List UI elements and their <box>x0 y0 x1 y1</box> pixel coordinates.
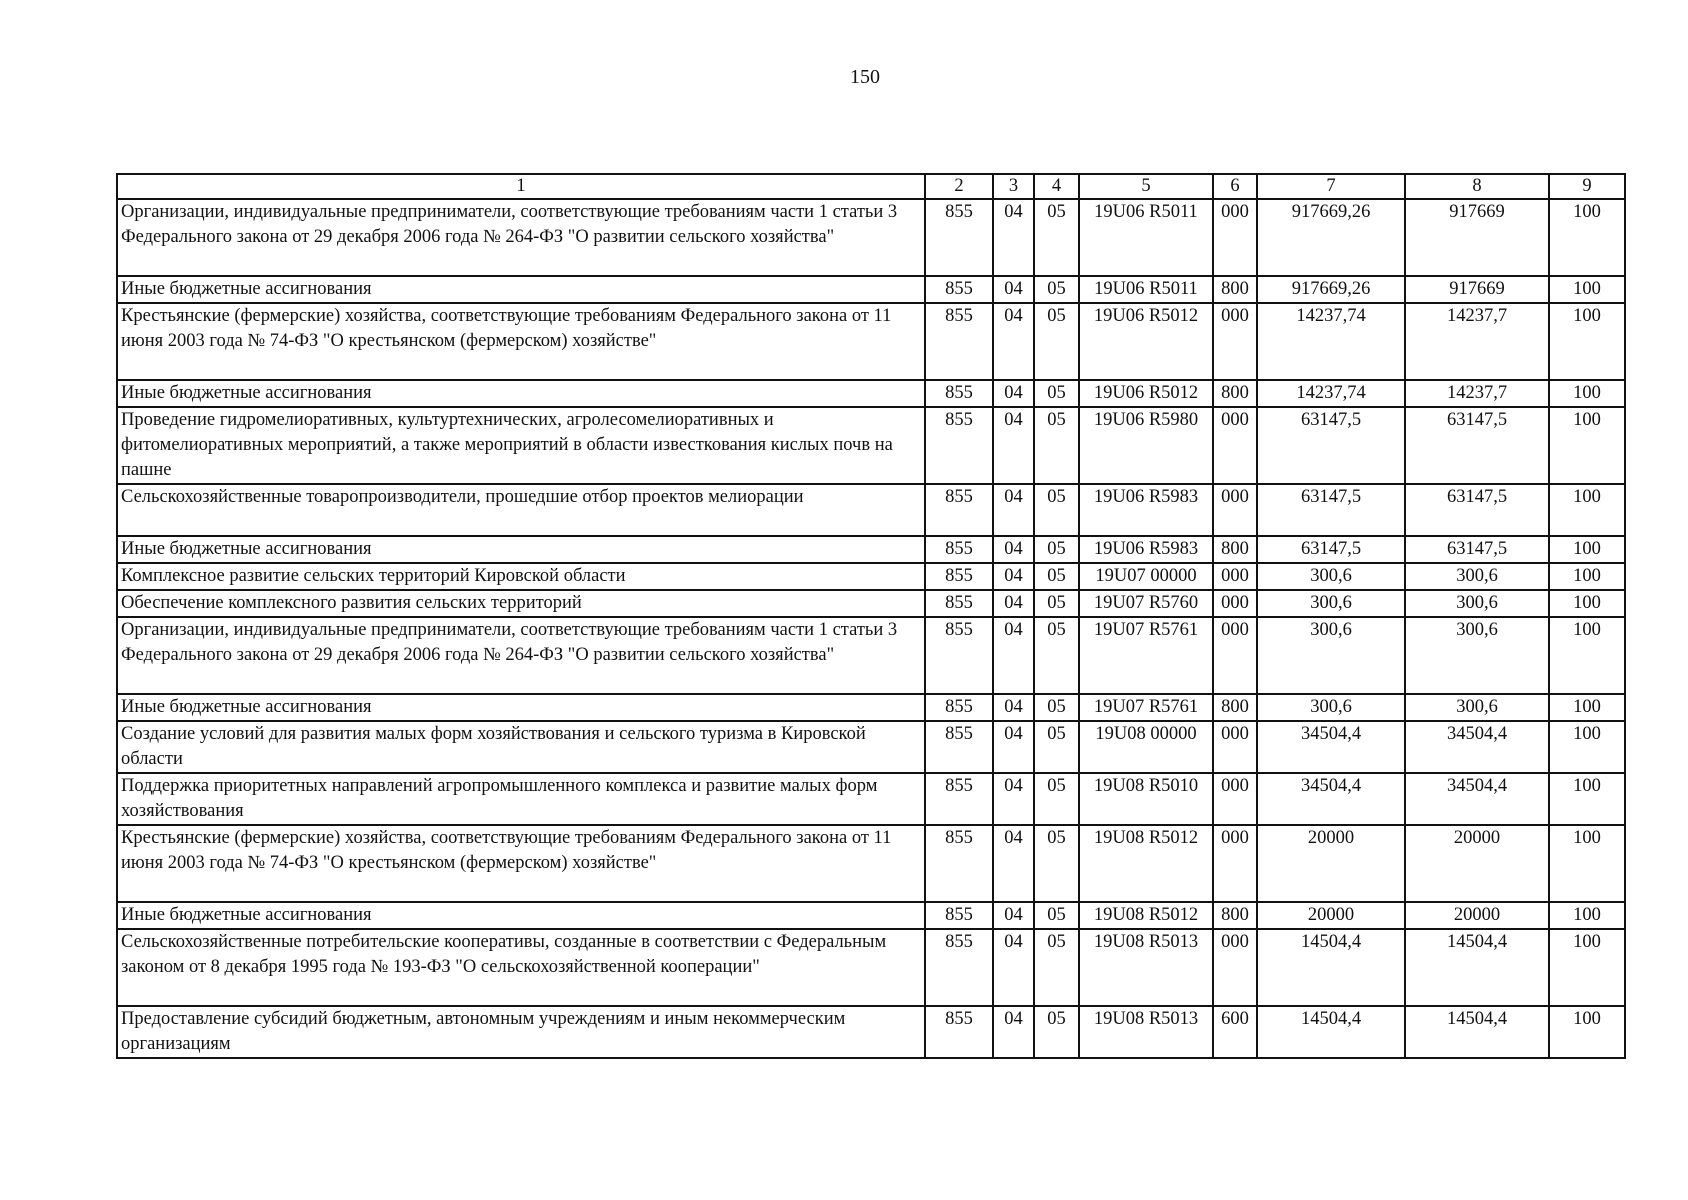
code-cell: 855 <box>925 929 993 1006</box>
planned-amount-cell: 34504,4 <box>1257 773 1405 825</box>
target-article-cell: 19U07 R5761 <box>1079 694 1213 721</box>
percent-cell: 100 <box>1549 484 1625 536</box>
target-article-cell: 19U06 R5012 <box>1079 303 1213 380</box>
subsection-cell: 05 <box>1034 617 1079 694</box>
percent-cell: 100 <box>1549 407 1625 484</box>
table-row <box>117 694 1625 721</box>
executed-amount-cell: 34504,4 <box>1405 721 1549 773</box>
column-header: 5 <box>1079 174 1213 199</box>
percent-cell: 100 <box>1549 902 1625 929</box>
percent-cell: 100 <box>1549 536 1625 563</box>
target-article-cell: 19U08 R5013 <box>1079 1006 1213 1058</box>
row-name-cell: Организации, индивидуальные предприниматели, соответствующие требованиям части 1 статьи 3 Федерального закона от 29 декабря 2006 года № 264-ФЗ "О развитии сельского хозяйства" <box>117 199 925 276</box>
expense-type-cell: 000 <box>1213 303 1257 380</box>
executed-amount-cell: 63147,5 <box>1405 484 1549 536</box>
section-cell: 04 <box>993 902 1034 929</box>
target-article-cell: 19U08 R5010 <box>1079 773 1213 825</box>
subsection-cell: 05 <box>1034 536 1079 563</box>
planned-amount-cell: 300,6 <box>1257 617 1405 694</box>
code-cell: 855 <box>925 590 993 617</box>
section-cell: 04 <box>993 536 1034 563</box>
planned-amount-cell: 63147,5 <box>1257 484 1405 536</box>
percent-cell: 100 <box>1549 929 1625 1006</box>
percent-cell: 100 <box>1549 276 1625 303</box>
target-article-cell: 19U08 R5012 <box>1079 825 1213 902</box>
column-header: 7 <box>1257 174 1405 199</box>
code-cell: 855 <box>925 825 993 902</box>
section-cell: 04 <box>993 825 1034 902</box>
percent-cell: 100 <box>1549 380 1625 407</box>
section-cell: 04 <box>993 199 1034 276</box>
expense-type-cell: 800 <box>1213 902 1257 929</box>
planned-amount-cell: 917669,26 <box>1257 276 1405 303</box>
expense-type-cell: 000 <box>1213 825 1257 902</box>
section-cell: 04 <box>993 617 1034 694</box>
target-article-cell: 19U06 R5983 <box>1079 484 1213 536</box>
target-article-cell: 19U06 R5980 <box>1079 407 1213 484</box>
planned-amount-cell: 63147,5 <box>1257 407 1405 484</box>
row-name-cell: Организации, индивидуальные предприниматели, соответствующие требованиям части 1 статьи 3 Федерального закона от 29 декабря 2006 года № 264-ФЗ "О развитии сельского хозяйства" <box>117 617 925 694</box>
row-name-cell: Крестьянские (фермерские) хозяйства, соответствующие требованиям Федерального закона от 11 июня 2003 года № 74-ФЗ "О крестьянском (фермерском) хозяйстве" <box>117 825 925 902</box>
section-cell: 04 <box>993 303 1034 380</box>
budget-table <box>116 173 1626 1059</box>
subsection-cell: 05 <box>1034 590 1079 617</box>
target-article-cell: 19U08 R5012 <box>1079 902 1213 929</box>
section-cell: 04 <box>993 380 1034 407</box>
table-header-row <box>117 174 1625 199</box>
subsection-cell: 05 <box>1034 276 1079 303</box>
expense-type-cell: 000 <box>1213 617 1257 694</box>
executed-amount-cell: 63147,5 <box>1405 536 1549 563</box>
subsection-cell: 05 <box>1034 563 1079 590</box>
planned-amount-cell: 300,6 <box>1257 590 1405 617</box>
executed-amount-cell: 300,6 <box>1405 617 1549 694</box>
executed-amount-cell: 300,6 <box>1405 563 1549 590</box>
percent-cell: 100 <box>1549 617 1625 694</box>
section-cell: 04 <box>993 276 1034 303</box>
subsection-cell: 05 <box>1034 929 1079 1006</box>
planned-amount-cell: 14237,74 <box>1257 380 1405 407</box>
section-cell: 04 <box>993 694 1034 721</box>
executed-amount-cell: 14504,4 <box>1405 1006 1549 1058</box>
row-name-cell: Сельскохозяйственные потребительские кооперативы, созданные в соответствии с Федеральным законом от 8 декабря 1995 года № 193-ФЗ "О сельскохозяйственной кооперации" <box>117 929 925 1006</box>
planned-amount-cell: 63147,5 <box>1257 536 1405 563</box>
percent-cell: 100 <box>1549 694 1625 721</box>
expense-type-cell: 000 <box>1213 721 1257 773</box>
code-cell: 855 <box>925 380 993 407</box>
table-row <box>117 199 1625 276</box>
row-name-cell: Иные бюджетные ассигнования <box>117 902 925 929</box>
expense-type-cell: 000 <box>1213 484 1257 536</box>
planned-amount-cell: 300,6 <box>1257 694 1405 721</box>
table-row <box>117 590 1625 617</box>
code-cell: 855 <box>925 563 993 590</box>
executed-amount-cell: 20000 <box>1405 902 1549 929</box>
expense-type-cell: 000 <box>1213 407 1257 484</box>
subsection-cell: 05 <box>1034 407 1079 484</box>
code-cell: 855 <box>925 276 993 303</box>
row-name-cell: Иные бюджетные ассигнования <box>117 694 925 721</box>
page-number: 150 <box>850 66 880 88</box>
planned-amount-cell: 34504,4 <box>1257 721 1405 773</box>
column-header: 3 <box>993 174 1034 199</box>
planned-amount-cell: 14504,4 <box>1257 929 1405 1006</box>
column-header: 4 <box>1034 174 1079 199</box>
section-cell: 04 <box>993 773 1034 825</box>
percent-cell: 100 <box>1549 199 1625 276</box>
column-header: 2 <box>925 174 993 199</box>
expense-type-cell: 000 <box>1213 590 1257 617</box>
column-header: 1 <box>117 174 925 199</box>
expense-type-cell: 800 <box>1213 536 1257 563</box>
subsection-cell: 05 <box>1034 902 1079 929</box>
subsection-cell: 05 <box>1034 1006 1079 1058</box>
section-cell: 04 <box>993 407 1034 484</box>
percent-cell: 100 <box>1549 563 1625 590</box>
executed-amount-cell: 20000 <box>1405 825 1549 902</box>
executed-amount-cell: 14237,7 <box>1405 380 1549 407</box>
table-row <box>117 303 1625 380</box>
section-cell: 04 <box>993 484 1034 536</box>
code-cell: 855 <box>925 773 993 825</box>
expense-type-cell: 800 <box>1213 276 1257 303</box>
code-cell: 855 <box>925 484 993 536</box>
row-name-cell: Предоставление субсидий бюджетным, автономным учреждениям и иным некоммерческим организациям <box>117 1006 925 1058</box>
planned-amount-cell: 300,6 <box>1257 563 1405 590</box>
percent-cell: 100 <box>1549 721 1625 773</box>
code-cell: 855 <box>925 902 993 929</box>
column-header: 8 <box>1405 174 1549 199</box>
planned-amount-cell: 20000 <box>1257 825 1405 902</box>
row-name-cell: Обеспечение комплексного развития сельских территорий <box>117 590 925 617</box>
percent-cell: 100 <box>1549 1006 1625 1058</box>
section-cell: 04 <box>993 1006 1034 1058</box>
expense-type-cell: 000 <box>1213 199 1257 276</box>
planned-amount-cell: 14504,4 <box>1257 1006 1405 1058</box>
target-article-cell: 19U06 R5011 <box>1079 276 1213 303</box>
row-name-cell: Создание условий для развития малых форм хозяйствования и сельского туризма в Кировской области <box>117 721 925 773</box>
code-cell: 855 <box>925 407 993 484</box>
executed-amount-cell: 917669 <box>1405 276 1549 303</box>
code-cell: 855 <box>925 721 993 773</box>
column-header: 6 <box>1213 174 1257 199</box>
expense-type-cell: 600 <box>1213 1006 1257 1058</box>
target-article-cell: 19U06 R5012 <box>1079 380 1213 407</box>
percent-cell: 100 <box>1549 303 1625 380</box>
executed-amount-cell: 300,6 <box>1405 694 1549 721</box>
table-row <box>117 563 1625 590</box>
row-name-cell: Поддержка приоритетных направлений агропромышленного комплекса и развитие малых форм хозяйствования <box>117 773 925 825</box>
table-row <box>117 407 1625 484</box>
table-row <box>117 721 1625 773</box>
planned-amount-cell: 20000 <box>1257 902 1405 929</box>
table-row <box>117 380 1625 407</box>
section-cell: 04 <box>993 721 1034 773</box>
expense-type-cell: 000 <box>1213 563 1257 590</box>
expense-type-cell: 000 <box>1213 929 1257 1006</box>
table-row <box>117 929 1625 1006</box>
table-row <box>117 536 1625 563</box>
expense-type-cell: 800 <box>1213 380 1257 407</box>
executed-amount-cell: 63147,5 <box>1405 407 1549 484</box>
target-article-cell: 19U06 R5983 <box>1079 536 1213 563</box>
code-cell: 855 <box>925 1006 993 1058</box>
row-name-cell: Проведение гидромелиоративных, культуртехнических, агролесомелиоративных и фитомелиоративных мероприятий, а также мероприятий в области известкования кислых почв на пашне <box>117 407 925 484</box>
expense-type-cell: 000 <box>1213 773 1257 825</box>
subsection-cell: 05 <box>1034 484 1079 536</box>
row-name-cell: Иные бюджетные ассигнования <box>117 536 925 563</box>
target-article-cell: 19U07 R5760 <box>1079 590 1213 617</box>
subsection-cell: 05 <box>1034 199 1079 276</box>
subsection-cell: 05 <box>1034 773 1079 825</box>
section-cell: 04 <box>993 590 1034 617</box>
subsection-cell: 05 <box>1034 303 1079 380</box>
executed-amount-cell: 300,6 <box>1405 590 1549 617</box>
executed-amount-cell: 14237,7 <box>1405 303 1549 380</box>
subsection-cell: 05 <box>1034 825 1079 902</box>
subsection-cell: 05 <box>1034 721 1079 773</box>
code-cell: 855 <box>925 199 993 276</box>
section-cell: 04 <box>993 563 1034 590</box>
table-row <box>117 617 1625 694</box>
subsection-cell: 05 <box>1034 694 1079 721</box>
table-row <box>117 484 1625 536</box>
column-header: 9 <box>1549 174 1625 199</box>
planned-amount-cell: 917669,26 <box>1257 199 1405 276</box>
table-row <box>117 773 1625 825</box>
target-article-cell: 19U07 R5761 <box>1079 617 1213 694</box>
code-cell: 855 <box>925 536 993 563</box>
row-name-cell: Иные бюджетные ассигнования <box>117 276 925 303</box>
expense-type-cell: 800 <box>1213 694 1257 721</box>
percent-cell: 100 <box>1549 590 1625 617</box>
code-cell: 855 <box>925 303 993 380</box>
code-cell: 855 <box>925 694 993 721</box>
percent-cell: 100 <box>1549 825 1625 902</box>
row-name-cell: Сельскохозяйственные товаропроизводители, прошедшие отбор проектов мелиорации <box>117 484 925 536</box>
target-article-cell: 19U06 R5011 <box>1079 199 1213 276</box>
table-row <box>117 902 1625 929</box>
target-article-cell: 19U08 00000 <box>1079 721 1213 773</box>
subsection-cell: 05 <box>1034 380 1079 407</box>
percent-cell: 100 <box>1549 773 1625 825</box>
target-article-cell: 19U08 R5013 <box>1079 929 1213 1006</box>
table-row <box>117 276 1625 303</box>
section-cell: 04 <box>993 929 1034 1006</box>
executed-amount-cell: 34504,4 <box>1405 773 1549 825</box>
table-row <box>117 825 1625 902</box>
executed-amount-cell: 14504,4 <box>1405 929 1549 1006</box>
table-row <box>117 1006 1625 1058</box>
row-name-cell: Крестьянские (фермерские) хозяйства, соответствующие требованиям Федерального закона от 11 июня 2003 года № 74-ФЗ "О крестьянском (фермерском) хозяйстве" <box>117 303 925 380</box>
target-article-cell: 19U07 00000 <box>1079 563 1213 590</box>
row-name-cell: Иные бюджетные ассигнования <box>117 380 925 407</box>
planned-amount-cell: 14237,74 <box>1257 303 1405 380</box>
code-cell: 855 <box>925 617 993 694</box>
row-name-cell: Комплексное развитие сельских территорий Кировской области <box>117 563 925 590</box>
executed-amount-cell: 917669 <box>1405 199 1549 276</box>
